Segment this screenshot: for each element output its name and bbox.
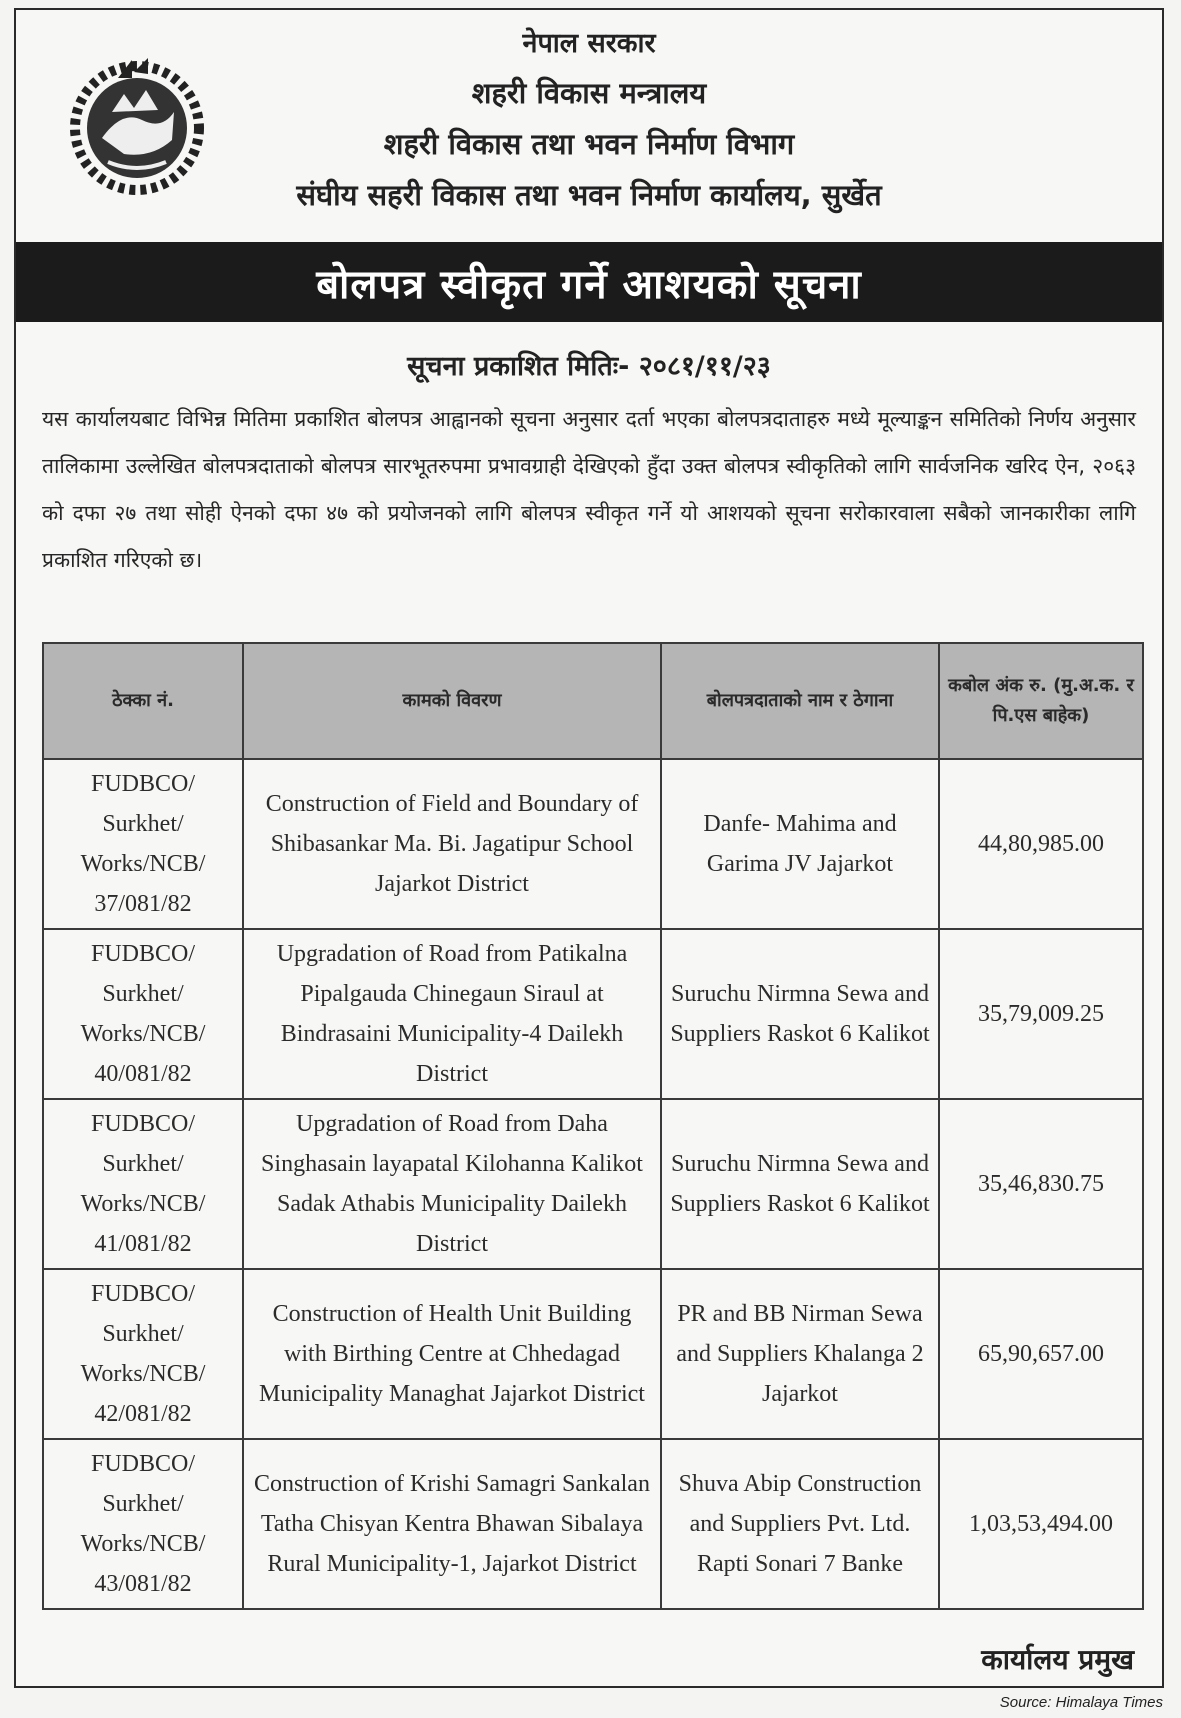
notice-body-text: यस कार्यालयबाट विभिन्न मितिमा प्रकाशित बोलपत्र आह्वानको सूचना अनुसार दर्ता भएका बोलपत्रदाताहरु मध्ये मूल्याङ्कन समितिको निर्णय अनुसार तालिकामा उल्लेखित बोलपत्रदाताको बोलपत्र सारभूतरुपमा प्रभावग्राही देखिएको हुँदा उक्त बोलपत्र स्वीकृतिको लागि सार्वजनिक खरिद ऐन, २०६३ को दफा २७ तथा सोही ऐनको दफा ४७ को प्रयोजनको लागि बोलपत्र स्वीकृत गर्ने यो आशयको सूचना सरोकारवाला सबैको जानकारीका लागि प्रकाशित गरिएको छ। [42,407,1136,572]
table-row [43,759,1143,929]
amount-cell: 65,90,657.00 [939,1269,1143,1439]
amount-cell: 1,03,53,494.00 [939,1439,1143,1609]
contract-no-cell: FUDBCO/ Surkhet/ Works/NCB/ 40/081/82 [43,929,243,1099]
amount-cell: 35,46,830.75 [939,1099,1143,1269]
notice-title-banner: बोलपत्र स्वीकृत गर्ने आशयको सूचना [16,242,1162,322]
description-cell: Construction of Health Unit Building with Birthing Centre at Chhedagad Municipality Managhat Jajarkot District [243,1269,661,1439]
header-amount: कबोल अंक रु. (मु.अ.क. र पि.एस बाहेक) [939,643,1143,759]
bid-table [42,642,1144,1610]
office-chief-signature: कार्यालय प्रमुख [981,1643,1134,1676]
notice-page [14,8,1164,1688]
contract-no-cell: FUDBCO/ Surkhet/ Works/NCB/ 43/081/82 [43,1439,243,1609]
contract-no-cell: FUDBCO/ Surkhet/ Works/NCB/ 42/081/82 [43,1269,243,1439]
publish-date: सूचना प्रकाशित मितिः- २०८१/११/२३ [407,351,771,382]
bidder-cell: Suruchu Nirmna Sewa and Suppliers Raskot 6 Kalikot [661,929,939,1099]
notice-header [16,10,1162,242]
bidder-cell: Shuva Abip Construction and Suppliers Pvt. Ltd. Rapti Sonari 7 Banke [661,1439,939,1609]
table-row [43,1099,1143,1269]
header-bidder: बोलपत्रदाताको नाम र ठेगाना [661,643,939,759]
description-cell: Construction of Krishi Samagri Sankalan Tatha Chisyan Kentra Bhawan Sibalaya Rural Municipality-1, Jajarkot District [243,1439,661,1609]
header-contract-no: ठेक्का नं. [43,643,243,759]
table-header-row [43,643,1143,759]
contract-no-cell: FUDBCO/ Surkhet/ Works/NCB/ 37/081/82 [43,759,243,929]
amount-cell: 35,79,009.25 [939,929,1143,1099]
header-description: कामको विवरण [243,643,661,759]
header-ministry-name: शहरी विकास मन्त्रालय [471,76,707,110]
contract-no-cell: FUDBCO/ Surkhet/ Works/NCB/ 41/081/82 [43,1099,243,1269]
header-government-name: नेपाल सरकार [522,28,656,59]
description-cell: Upgradation of Road from Daha Singhasain layapatal Kilohanna Kalikot Sadak Athabis Municipality Dailekh District [243,1099,661,1269]
description-cell: Construction of Field and Boundary of Shibasankar Ma. Bi. Jagatipur School Jajarkot District [243,759,661,929]
bidder-cell: Suruchu Nirmna Sewa and Suppliers Raskot 6 Kalikot [661,1099,939,1269]
bidder-cell: Danfe- Mahima and Garima JV Jajarkot [661,759,939,929]
amount-cell: 44,80,985.00 [939,759,1143,929]
description-cell: Upgradation of Road from Patikalna Pipalgauda Chinegaun Siraul at Bindrasaini Municipality-4 Dailekh District [243,929,661,1099]
source-credit: Source: Himalaya Times [999,1694,1163,1711]
header-department-name: शहरी विकास तथा भवन निर्माण विभाग [383,127,795,161]
header-office-name: संघीय सहरी विकास तथा भवन निर्माण कार्यालय, सुर्खेत [296,178,882,212]
table-row [43,929,1143,1099]
table-row [43,1269,1143,1439]
bidder-cell: PR and BB Nirman Sewa and Suppliers Khalanga 2 Jajarkot [661,1269,939,1439]
table-row [43,1439,1143,1609]
